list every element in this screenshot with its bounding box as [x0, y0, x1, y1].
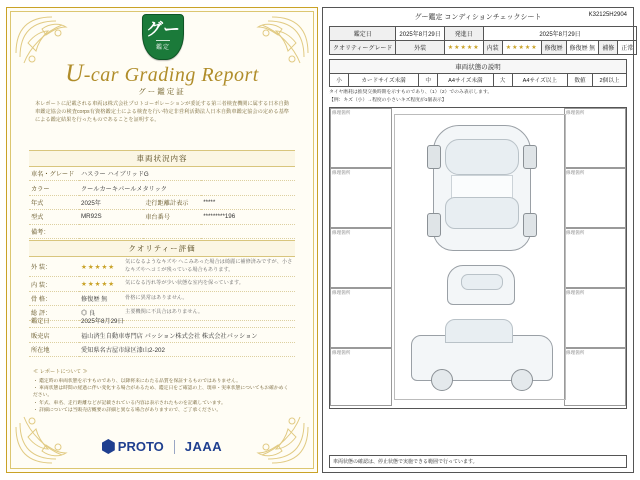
certificate-blurb: 本レポートに記載される車両は株式会社プロトコーポレーションが委託する第三者検査機関に属する日本自動車鑑定協会の検査corps有資格鑑定士による検査を行い特定非営利活動法人日本自動車鑑定協会の定める基準による鑑定結果を行ったものであることを証明する。: [35, 101, 289, 123]
windshield-shape: [445, 139, 519, 175]
panel-cell: 修理箇所: [564, 108, 626, 168]
cell-value: 正常: [618, 41, 637, 55]
row-value: MR92S: [79, 210, 143, 224]
row-value: クールカーキパールメタリック: [79, 181, 295, 195]
row-label: 型式: [29, 210, 79, 224]
star-rating: ★★★★★: [79, 257, 123, 277]
row-label: 備考：: [29, 224, 79, 238]
size-key: 数値: [568, 74, 593, 87]
page-title: [7, 60, 317, 88]
row-label: 外 装：: [29, 257, 79, 277]
table-row: [29, 342, 295, 356]
dealer-info-section: [29, 314, 295, 357]
star-rating: ★★★★★: [79, 277, 123, 291]
size-desc: 2個以上: [593, 74, 627, 87]
table-row: [330, 41, 637, 55]
size-desc: カードサイズ未満: [349, 74, 419, 87]
goo-appraisal-seal: [142, 14, 182, 62]
row-note: 気になるようなキズや へこみあった場合は綺麗に補修済みですが、小さなキズやヘコミが残っている場合もあります。: [123, 257, 295, 277]
row-value: [79, 224, 295, 238]
front-window-shape: [461, 274, 503, 290]
panel-cell: 修理箇所: [564, 228, 626, 288]
row-label: 鑑定日: [29, 314, 79, 328]
sheet-header: [323, 8, 633, 24]
condition-check-sheet: [322, 7, 634, 473]
table-row: [29, 257, 295, 277]
report-notes-title: ≪ レポートについて ≫: [33, 368, 88, 375]
explanation-heading: 車両状態の説明: [329, 59, 627, 73]
report-note-item: ・ 詳細については当販売店概要の詳細と異なる場合がありますので、ご了承ください。: [33, 407, 222, 413]
row-value: 2025年8月29日: [79, 314, 295, 328]
jaaa-logo: JAAA: [184, 439, 223, 454]
sheet-title: グー鑑定 コンディションチェックシート: [414, 14, 542, 21]
row-value: 愛知県名古屋市緑区漆山2-202: [79, 342, 295, 356]
report-note-item: ・ 車両状態は時間の経過に伴い変化する場合があるため、鑑定日をご確認の上、現車・実車状態についてもお確かめください。: [33, 386, 289, 399]
panel-cell: 修理箇所: [330, 288, 392, 348]
panel-cell: 修理箇所: [330, 168, 392, 228]
car-side-view: [411, 315, 551, 393]
cell-label: 内装: [483, 41, 502, 55]
table-row: [29, 181, 295, 195]
cell-label: 補修: [599, 41, 618, 55]
table-row: [29, 167, 295, 181]
row-label: 所在地: [29, 342, 79, 356]
exterior-stars: ★★★★★: [444, 41, 483, 55]
proto-logo: [102, 439, 164, 454]
logo-row: [7, 439, 317, 454]
row-value: ◎ 良: [79, 306, 123, 320]
proto-logo-text: PROTO: [117, 439, 164, 454]
panel-cell: 修理箇所: [564, 168, 626, 228]
vehicle-info-heading: 車両状況内容: [29, 150, 295, 167]
panel-cell: 修理箇所: [330, 108, 392, 168]
explanation-table: [329, 73, 627, 87]
cell-label: 発進日: [444, 27, 483, 41]
tiny-note-2: 【例：キズ（小）→程度の小さいキズ程度が1個表示】: [329, 97, 447, 103]
table-row: [29, 328, 295, 342]
quality-heading: クオリティー評価: [29, 240, 295, 257]
cell-value: 修復歴 無: [566, 41, 599, 55]
panel-cell: 修理箇所: [330, 228, 392, 288]
wheel-shape: [431, 369, 453, 391]
row-note: 骨格に異常はありません。: [123, 291, 295, 305]
row-label: 車名・グレード: [29, 167, 79, 181]
row-note: 主要機関に不具合はありません。: [123, 306, 295, 320]
dealer-info-table: [29, 314, 295, 357]
seal-kanji: グー: [146, 20, 180, 40]
car-top-view: [415, 121, 547, 253]
document-number: K32125H2904: [588, 12, 627, 18]
size-key: 小: [330, 74, 349, 87]
rear-window-shape: [445, 197, 519, 229]
cell-label: クオリティーグレード: [330, 41, 396, 55]
cell-value: 2025年8月29日: [396, 27, 444, 41]
panel-cell: 修理箇所: [330, 348, 392, 406]
row-label: 内 装：: [29, 277, 79, 291]
panel-cell: 修理箇所: [564, 348, 626, 406]
cell-value: 2025年8月29日: [483, 27, 637, 41]
interior-stars: ★★★★★: [502, 41, 541, 55]
table-row: [29, 291, 295, 305]
row-value-2: *********196: [201, 210, 295, 224]
tiny-note-1: タイヤ磨耗は推奨交換時期を示すものであり、（1）（2）でのみ表示します。: [329, 90, 493, 95]
row-value: ハスラー ハイブリッドG: [79, 167, 295, 181]
row-note: 気になる汚れ等が少い状態な室内を保っています。: [123, 277, 295, 291]
table-row: [29, 314, 295, 328]
cell-label: 鑑定日: [330, 27, 396, 41]
size-key: 大: [493, 74, 512, 87]
report-notes: [33, 369, 291, 414]
cell-label: 外装: [396, 41, 444, 55]
tyre-shape: [523, 145, 537, 169]
row-value: 2025年: [79, 195, 143, 209]
page-subtitle: グー鑑定証: [138, 87, 186, 96]
panel-cell: 修理箇所: [564, 288, 626, 348]
page-title-initial: U: [65, 60, 84, 87]
seal-subtext: 鑑定: [156, 40, 170, 51]
table-row: [29, 210, 295, 224]
grading-report-certificate: [6, 7, 318, 473]
vehicle-info-table: [29, 167, 295, 239]
cell-label: 修復歴: [541, 41, 566, 55]
tyre-shape: [523, 213, 537, 237]
tyre-shape: [427, 145, 441, 169]
cabin-shape: [445, 319, 513, 343]
table-row: [29, 224, 295, 238]
size-desc: A4サイズ以上: [512, 74, 567, 87]
size-desc: A4サイズ未満: [438, 74, 493, 87]
table-row: [29, 195, 295, 209]
tyre-shape: [427, 213, 441, 237]
roof-shape: [451, 175, 513, 199]
hexagon-icon: [102, 439, 115, 454]
car-front-view: [447, 265, 515, 305]
quality-table: [29, 257, 295, 321]
vehicle-info-section: [29, 150, 295, 239]
row-label-2: 車台番号: [143, 210, 201, 224]
row-value: 福山済生自動車専門店 パッション株式会社 株式会社パッション: [79, 328, 295, 342]
row-label-2: 走行距離計表示: [143, 195, 201, 209]
wheel-shape: [511, 369, 533, 391]
row-label: カラー: [29, 181, 79, 195]
row-label: 販売店: [29, 328, 79, 342]
vehicle-diagram: [329, 107, 627, 409]
table-row: [330, 74, 627, 87]
row-label: 年式: [29, 195, 79, 209]
size-key: 中: [419, 74, 438, 87]
row-value: 修復歴 無: [79, 291, 123, 305]
table-row: [330, 27, 637, 41]
quality-section: [29, 240, 295, 321]
sheet-footer-note: 車両状態の確認は、停止状態で実施できる範囲で行っています。: [329, 455, 627, 468]
table-row: [29, 277, 295, 291]
car-illustrations: [394, 114, 566, 400]
page-title-text: -car Grading Report: [83, 64, 259, 86]
logo-divider: [174, 440, 175, 454]
row-label: 骨 格：: [29, 291, 79, 305]
sheet-meta-table: [329, 26, 637, 55]
row-label: 総 評：: [29, 306, 79, 320]
row-value-2: *****: [201, 195, 295, 209]
report-note-item: ・ 鑑定時の車両状態を示すものであり、以降将来にわたる品質を保証するものではありません。: [33, 378, 241, 384]
report-note-item: ・ 年式、車名、走行距離などが記載されている内容は表示されたものを記載しています。: [33, 400, 226, 406]
